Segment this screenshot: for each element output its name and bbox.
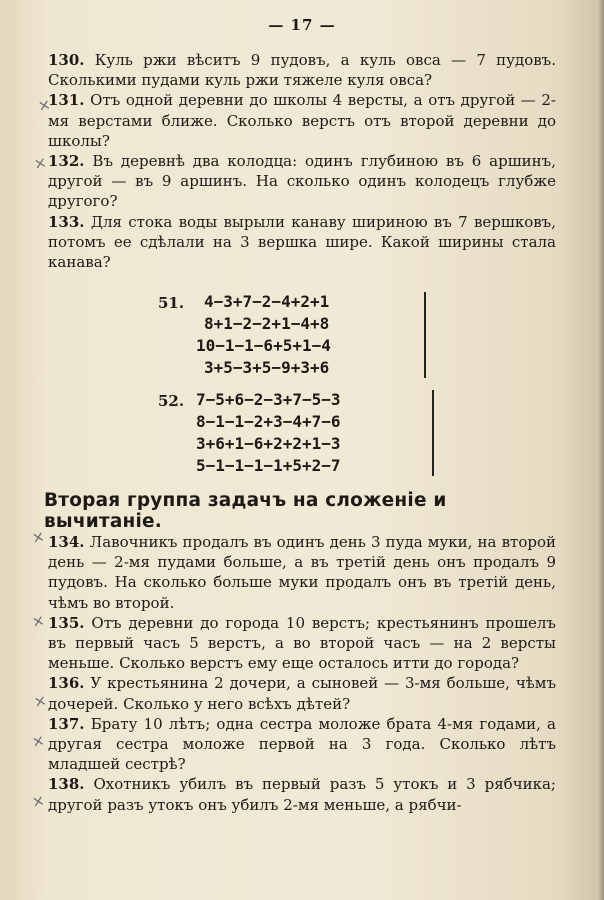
problem-number: 135. (48, 613, 85, 632)
exercise-line: 7−5+6−2−3+7−5−3 (196, 390, 341, 409)
problems-top (48, 50, 556, 272)
problem-number: 131. (48, 91, 85, 110)
problem-136 (48, 673, 556, 713)
problem-133 (48, 212, 556, 273)
exercise-line: 3+6+1−6+2+2+1−3 (196, 434, 341, 453)
exercise-line: 5−1−1−1−1+5+2−7 (196, 456, 341, 475)
exercise-line: 10−1−1−6+5+1−4 (196, 336, 331, 355)
problem-number: 132. (48, 152, 85, 171)
page-number: — 17 — (268, 16, 336, 34)
pencil-tick-icon: × (30, 730, 47, 752)
pencil-tick-icon: × (32, 690, 49, 712)
exercise-label: 51. (158, 294, 185, 312)
problem-138 (48, 774, 556, 814)
exercise-label: 52. (158, 392, 185, 410)
problem-137 (48, 714, 556, 775)
problem-130 (48, 50, 556, 90)
problem-number: 133. (48, 212, 85, 231)
pencil-tick-icon: × (32, 152, 49, 174)
pencil-tick-icon: × (30, 790, 47, 812)
exercise-line: 4−3+7−2−4+2+1 (204, 292, 330, 311)
exercise-line: 8−1−1−2+3−4+7−6 (196, 412, 341, 431)
problem-134 (48, 532, 556, 613)
exercise-line: 3+5−3+5−9+3+6 (204, 358, 330, 377)
problem-number: 137. (48, 714, 85, 733)
problem-text: Куль ржи вѣситъ 9 пудовъ, а куль овса — 7 пудовъ. Сколькими пудами куль ржи тяжеле куля овса? (48, 51, 556, 90)
problem-text: Охотникъ убилъ въ первый разъ 5 утокъ и 3 рябчика; другой разъ утокъ онъ убилъ 2-мя меньше, а рябчи- (48, 775, 556, 814)
exercise-vertical-rule (432, 390, 434, 476)
pencil-tick-icon: × (30, 610, 47, 632)
problems-bottom (48, 532, 556, 815)
problem-number: 136. (48, 674, 85, 693)
problem-135 (48, 613, 556, 674)
problem-number: 138. (48, 775, 85, 794)
exercise-line: 8+1−2−2+1−4+8 (204, 314, 330, 333)
pencil-tick-icon: × (30, 526, 47, 548)
problem-number: 130. (48, 51, 85, 69)
problem-text: Лавочникъ продалъ въ одинъ день 3 пуда муки, на второй день — 2-мя пудами больше, а въ третiй день онъ продалъ 9 пудовъ. На сколько больше муки продалъ онъ въ третiй день, чѣмъ во второй. (48, 533, 556, 612)
problem-131 (48, 90, 556, 151)
pencil-tick-icon: × (36, 94, 53, 116)
problem-text: Отъ деревни до города 10 верстъ; крестьянинъ прошелъ въ первый часъ 5 верстъ, а во второй часъ — на 2 версты меньше. Сколько верстъ ему еще осталось итти до города? (48, 613, 556, 673)
problem-text: Для стока воды вырыли канаву шириною въ 7 вершковъ, потомъ ее сдѣлали на 3 вершка шире. Какой ширины стала канава? (48, 212, 556, 272)
problem-text: Отъ одной деревни до школы 4 версты, а отъ другой — 2-мя верстами ближе. Сколько верстъ отъ второй деревни до школы? (48, 91, 556, 150)
problem-text: У крестьянина 2 дочери, а сыновей — 3-мя больше, чѣмъ дочерей. Сколько у него всѣхъ дѣтей? (48, 674, 556, 713)
problem-132 (48, 151, 556, 212)
problem-text: Въ деревнѣ два колодца: одинъ глубиною въ 6 аршинъ, другой — въ 9 аршинъ. На сколько одинъ колодецъ глубже другого? (48, 152, 556, 211)
problem-number: 134. (48, 533, 85, 551)
page-edge-shadow (598, 0, 604, 900)
section-title: Вторая группа задачъ на сложенiе и вычитанiе. (44, 490, 447, 532)
problem-text: Брату 10 лѣтъ; одна сестра моложе брата 4-мя годами, а другая сестра моложе первой на 3 года. Сколько лѣтъ младшей сестрѣ? (48, 714, 556, 774)
exercise-vertical-rule (424, 292, 426, 378)
